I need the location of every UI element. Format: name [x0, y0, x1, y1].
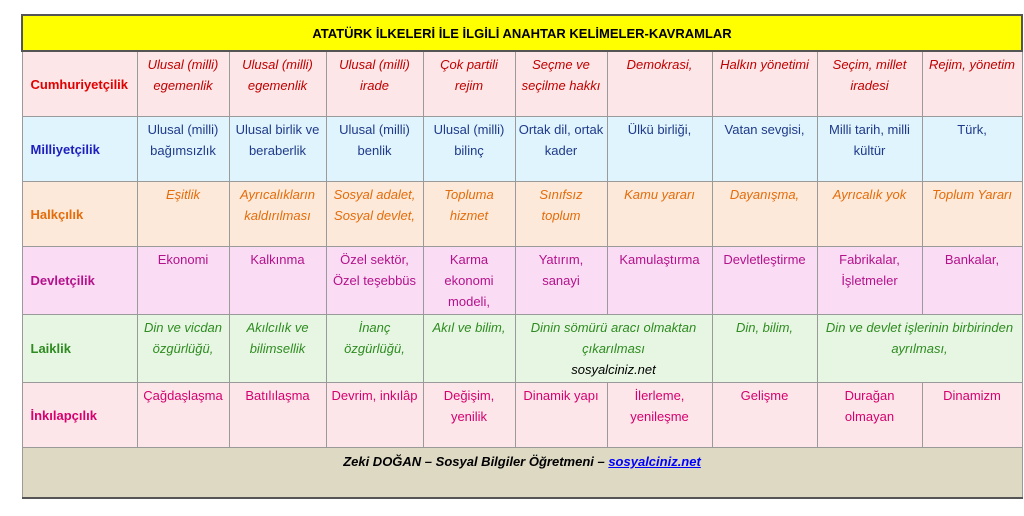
cell: Ortak dil, ortak kader [515, 117, 607, 182]
cell: Seçim, millet iradesi [817, 51, 922, 117]
footer-text: Zeki DOĞAN – Sosyal Bilgiler Öğretmeni – [343, 454, 609, 469]
cell: Ulusal (milli) benlik [326, 117, 423, 182]
cell: Milli tarih, milli kültür [817, 117, 922, 182]
cell: Devrim, inkılâp [326, 383, 423, 448]
cell: Seçme ve seçilme hakkı [515, 51, 607, 117]
row-milliyetcilik [22, 117, 1022, 182]
cell: Değişim, yenilik [423, 383, 515, 448]
row-devletcilik [22, 247, 1022, 315]
row-laiklik [22, 315, 1022, 383]
cell: Ayrıcalık yok [817, 182, 922, 247]
cell: Ulusal birlik ve beraberlik [229, 117, 326, 182]
cell-merged: Din ve devlet işlerinin birbirinden ayrılması, [817, 315, 1022, 383]
cell: Çağdaşlaşma [137, 383, 229, 448]
cell: Dinamizm [922, 383, 1022, 448]
cell: Din ve vicdan özgürlüğü, [137, 315, 229, 383]
row-label: Halkçılık [22, 182, 137, 247]
concepts-table-container [21, 14, 1015, 499]
row-label: Cumhuriyetçilik [22, 51, 137, 117]
cell: Ulusal (milli) egemenlik [229, 51, 326, 117]
row-label: Laiklik [22, 315, 137, 383]
cell: Sosyal adalet, Sosyal devlet, [326, 182, 423, 247]
cell: Batılılaşma [229, 383, 326, 448]
footer [22, 448, 1022, 499]
cell: Rejim, yönetim [922, 51, 1022, 117]
cell: Akılcılık ve bilimsellik [229, 315, 326, 383]
cell: Ülkü birliği, [607, 117, 712, 182]
cell: Akıl ve bilim, [423, 315, 515, 383]
cell: Vatan sevgisi, [712, 117, 817, 182]
cell: Durağan olmayan [817, 383, 922, 448]
cell: Çok partili rejim [423, 51, 515, 117]
cell: Toplum Yararı [922, 182, 1022, 247]
cell: Gelişme [712, 383, 817, 448]
cell: Topluma hizmet [423, 182, 515, 247]
cell: Dayanışma, [712, 182, 817, 247]
cell-text: Dinin sömürü aracı olmaktan çıkarılması [530, 320, 697, 356]
footer-link[interactable]: sosyalciniz.net [608, 454, 701, 469]
cell: Yatırım, sanayi [515, 247, 607, 315]
cell: Kamu yararı [607, 182, 712, 247]
cell: Ulusal (milli) bilinç [423, 117, 515, 182]
cell: Bankalar, [922, 247, 1022, 315]
concepts-table [21, 14, 1023, 499]
cell: Fabrikalar, İşletmeler [817, 247, 922, 315]
cell-merged [515, 315, 712, 383]
cell: Devletleştirme [712, 247, 817, 315]
row-cumhuriyetcilik [22, 51, 1022, 117]
cell: Eşitlik [137, 182, 229, 247]
cell: Türk, [922, 117, 1022, 182]
cell: Kalkınma [229, 247, 326, 315]
cell: Din, bilim, [712, 315, 817, 383]
row-halkcilik [22, 182, 1022, 247]
row-inkilapcilik [22, 383, 1022, 448]
table-title: ATATÜRK İLKELERİ İLE İLGİLİ ANAHTAR KELİMELER-KAVRAMLAR [22, 15, 1022, 51]
cell: Ulusal (milli) egemenlik [137, 51, 229, 117]
cell: Halkın yönetimi [712, 51, 817, 117]
cell: Karma ekonomi modeli, [423, 247, 515, 315]
row-label: İnkılapçılık [22, 383, 137, 448]
watermark-text: sosyalciniz.net [571, 362, 656, 377]
cell: Sınıfsız toplum [515, 182, 607, 247]
row-label: Devletçilik [22, 247, 137, 315]
cell: Dinamik yapı [515, 383, 607, 448]
cell: Özel sektör, Özel teşebbüs [326, 247, 423, 315]
cell: İlerleme, yenileşme [607, 383, 712, 448]
cell: İnanç özgürlüğü, [326, 315, 423, 383]
row-label: Milliyetçilik [22, 117, 137, 182]
cell: Kamulaştırma [607, 247, 712, 315]
cell: Demokrasi, [607, 51, 712, 117]
cell: Ulusal (milli) irade [326, 51, 423, 117]
cell: Ulusal (milli) bağımsızlık [137, 117, 229, 182]
cell: Ayrıcalıkların kaldırılması [229, 182, 326, 247]
cell: Ekonomi [137, 247, 229, 315]
